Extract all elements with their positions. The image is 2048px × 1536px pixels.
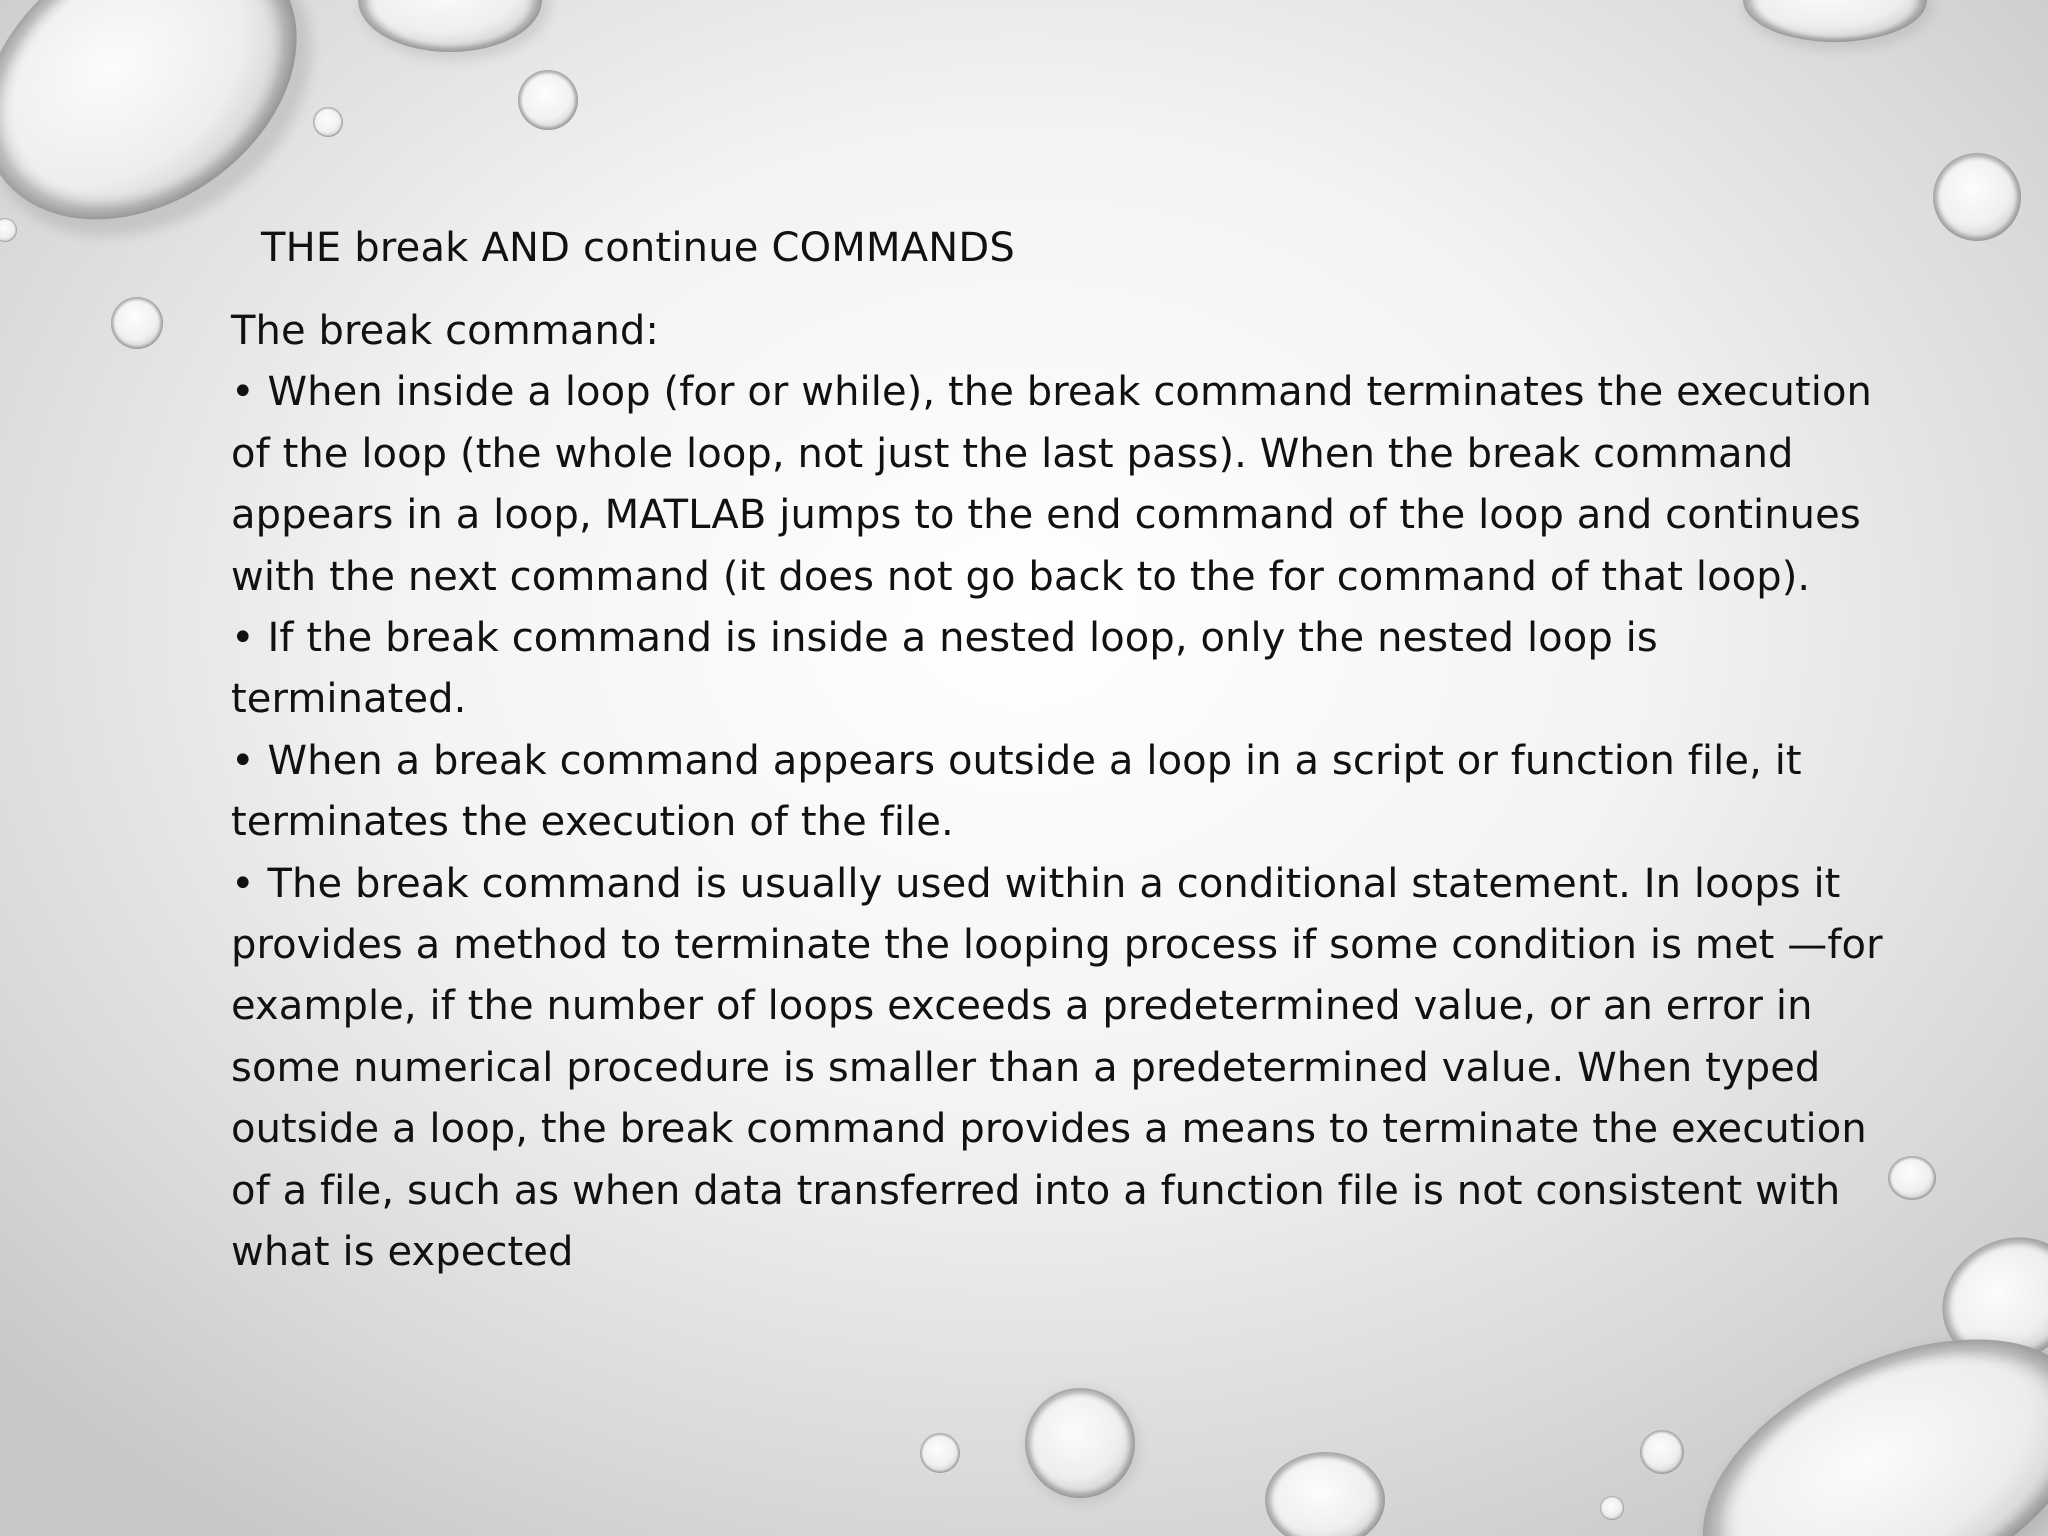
body-line: provides a method to terminate the looping process if some condition is met —for: [231, 922, 1883, 969]
body-line: of a file, such as when data transferred into a function file is not consistent with: [231, 1167, 1841, 1214]
drop-bottom-center-small: [920, 1433, 960, 1473]
drop-small-left: [111, 297, 163, 349]
body-line: • When inside a loop (for or while), the break command terminates the execution: [231, 369, 1872, 416]
body-line: with the next command (it does not go back to the for command of that loop).: [231, 553, 1811, 600]
slide-body: [231, 301, 1911, 1284]
drop-bottom-center: [1025, 1388, 1139, 1503]
body-line: • When a break command appears outside a loop in a script or function file, it: [231, 737, 1802, 784]
body-line: what is expected: [231, 1229, 574, 1276]
body-line: • If the break command is inside a nested loop, only the nested loop is: [231, 615, 1658, 662]
slide-title: THE break AND continue COMMANDS: [261, 225, 1016, 271]
body-line: example, if the number of loops exceeds a predetermined value, or an error in: [231, 983, 1813, 1030]
drop-bottom-right-small-1: [1640, 1430, 1684, 1474]
drop-bottom-right-small-2: [1600, 1496, 1624, 1520]
body-line: of the loop (the whole loop, not just the last pass). When the break command: [231, 430, 1794, 477]
drop-tiny-left: [0, 218, 17, 242]
drop-small-top-2: [313, 107, 343, 137]
drop-small-top-1: [518, 70, 578, 130]
body-line: terminates the execution of the file.: [231, 799, 954, 846]
drop-right-upper: [1933, 153, 2021, 241]
body-line: outside a loop, the break command provides a means to terminate the execution: [231, 1106, 1867, 1153]
body-line: appears in a loop, MATLAB jumps to the end command of the loop and continues: [231, 492, 1861, 539]
drop-bottom-center-right: [1265, 1452, 1385, 1536]
body-line: • The break command is usually used within a conditional statement. In loops it: [231, 860, 1841, 907]
body-line: some numerical procedure is smaller than a predetermined value. When typed: [231, 1044, 1821, 1091]
drop-top-right: [1743, 0, 1933, 50]
body-line: The break command:: [231, 308, 659, 354]
body-line: terminated.: [231, 676, 467, 723]
drop-top-center: [358, 0, 550, 60]
